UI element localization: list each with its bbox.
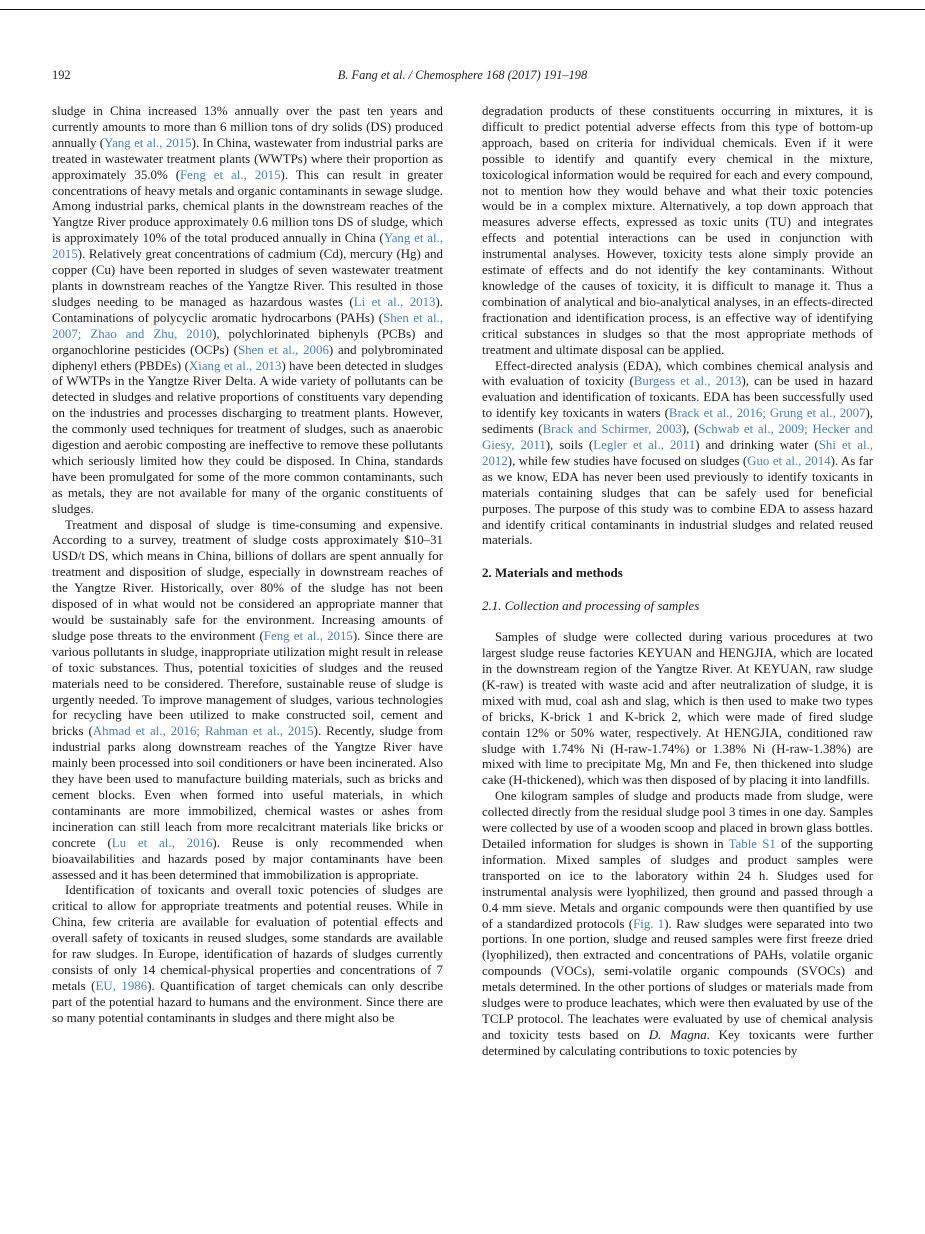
- citation-link[interactable]: Fig. 1: [633, 916, 665, 931]
- body-text: ). This can result in greater concentrations of heavy metals and organic contaminants in sewage sludge. Among industrial parks, chemical plants in the downstream reaches of the Yangtze River produce approximately 0.6 million tons DS of sludge, which is approximately 10% of the total produced annually in China (: [52, 167, 443, 246]
- citation-link[interactable]: Brack and Schirmer, 2003: [542, 422, 682, 437]
- body-text: Samples of sludge were collected during various procedures at two largest sludge reuse factories KEYUAN and HENGJIA, which are located in the downstream region of the Yangtze River. At KEYUAN, raw sludge (K-raw) is treated with waste acid and after neutralization of sludge, it is mixed with mud, coal ash and slag, which is then used to make two types of bricks, K-brick 1 and K-brick 2, which were made of fired sludge contain 12% or 50% water, respectively. At HENGJIA, conditioned raw sludge with 1.74% Ni (H-raw-1.74%) or 1.38% Ni (H-raw-1.38%) are mixed with lime to precipitate Mg, Mn and Fe, then thickened into sludge cake (H-thickened), which was then disposed of by placing it into landfills.: [482, 630, 873, 788]
- body-text: Effect-directed analysis (EDA), which combines chemical analysis and with evaluation of toxicity (: [482, 358, 873, 389]
- citation-link[interactable]: Schwab et al., 2009; Hecker and Giesy, 2011: [482, 422, 873, 453]
- paragraph: [482, 789, 873, 1059]
- body-text: ). Relatively great concentrations of cadmium (Cd), mercury (Hg) and copper (Cu) have been reported in sludges of seven wastewater treatment plants in downstream reaches of the Yangtze River. This resulted in those sludges needing to be managed as hazardous wastes (: [52, 247, 443, 309]
- body-text: ). Contaminations of polycyclic aromatic hydrocarbons (PAHs) (: [52, 294, 443, 325]
- citation-link[interactable]: Table S1: [728, 836, 776, 851]
- body-text: ), soils (: [545, 438, 594, 453]
- citation-link[interactable]: Shen et al., 2007; Zhao and Zhu, 2010: [52, 310, 443, 341]
- citation-link[interactable]: Shen et al., 2006: [237, 342, 329, 357]
- citation-link[interactable]: Brack et al., 2016; Grung et al., 2007: [668, 406, 866, 421]
- paragraph: [52, 883, 443, 1026]
- body-text: . Key toxicants were further determined by calculating contributions to toxic potencies by: [482, 1027, 873, 1058]
- citation-link[interactable]: Feng et al., 2015: [263, 628, 353, 643]
- body-text: ). Reuse is only recommended when bioavailabilities and hazards posed by major contaminants have been assessed and it has been determined that immobilization is appropriate.: [52, 835, 443, 882]
- citation-link[interactable]: Li et al., 2013: [353, 294, 436, 309]
- citation-link[interactable]: Lu et al., 2016: [111, 835, 213, 850]
- paragraph: [52, 104, 443, 518]
- body-text: Identification of toxicants and overall toxic potencies of sludges are critical to allow for appropriate treatments and potential reuses. While in China, few criteria are available for evaluation of potential effects and overall safety of toxicants in reused sludges, some standards are available for raw sludges. In Europe, identification of hazards of sludges currently consists of only 14 chemical-physical properties and concentrations of 7 metals (: [52, 883, 443, 993]
- body-text: ), (: [681, 422, 699, 437]
- paragraph: [482, 359, 873, 550]
- body-text: Treatment and disposal of sludge is time-consuming and expensive. According to a survey, treatment of sludge costs approximately $10–31 USD/t DS, which means in China, billions of dollars are spent annually for treatment and disposition of sludge, especially in downstream reaches of the Yangtze River. Historically, over 80% of the sludge has not been disposed of in what would not be considered an appropriate manner that would be sustainably safe for the environment. Increasing amounts of sludge pose threats to the environment (: [52, 517, 443, 643]
- subsection-heading: [482, 598, 873, 614]
- body-text: of the supporting information. Mixed samples of sludges and product samples were transported on ice to the laboratory within 24 h. Sludges used for instrumental analysis were lyophilized, then ground and passed through a 0.4 mm sieve. Metals and organic compounds were then quantified by use of a standardized protocols (: [482, 836, 873, 931]
- page-header: [52, 68, 873, 84]
- body-text: degradation products of these constituents occurring in mixtures, it is difficult to predict potential adverse effects from this type of bottom-up approach, based on criteria for individual chemicals. Even if it were possible to identify and quantify every chemical in the mixture, toxicological information would be required for each and every compound, not to mention how they would behave and what their toxic potencies would be in a complex mixture. Alternatively, a top down approach that measures adverse effects, expressed as toxic units (TU) and integrates effects and potential interactions can be used in conjunction with instrumental analyses. However, toxicity tests alone simply provide an estimate of effects and do not identify the key contaminants. Without knowledge of the causes of toxicity, it is difficult to manage it. Thus a combination of analytical and bio-analytical analyses, in an effects-directed fractionation and identification process, is an effective way of identifying critical substances in sludges so that the most appropriate methods of treatment and ultimate disposal can be applied.: [482, 104, 873, 357]
- body-text: ) and drinking water (: [695, 438, 819, 453]
- body-text: ) have been detected in sludges of WWTPs in the Yangtze River Delta. A wide variety of pollutants can be detected in sludges and relative proportions of constituents vary depending on the industries and processes discharging to treatment plants. However, the commonly used techniques for treatment of sludges, such as anaerobic digestion and aerobic composting are ineffective to remove these pollutants which seriously limited how they could be disposed. In China, standards have been promulgated for some of the more common contaminants, such as metals, they are not available for many of the organic constituents of sludges.: [52, 358, 443, 516]
- citation-link[interactable]: Yang et al., 2015: [104, 135, 192, 150]
- body-text: ). As far as we know, EDA has never been used previously to identify toxicants in materials containing sludges that can be safely used for beneficial purposes. The purpose of this study was to combine EDA to assess hazard and identify critical contaminants in industrial sludges and related reused materials.: [482, 453, 874, 548]
- left-column: [52, 104, 443, 1060]
- paragraph: [482, 104, 873, 359]
- body-text: ), polychlorinated biphenyls (PCBs) and organochlorine pesticides (OCPs) (: [52, 326, 444, 357]
- paragraph: [482, 630, 873, 789]
- running-head: B. Fang et al. / Chemosphere 168 (2017) 191–198: [337, 68, 588, 82]
- section-heading: [482, 565, 873, 581]
- citation-link[interactable]: Legler et al., 2011: [593, 438, 696, 453]
- two-column-layout: [52, 104, 873, 1060]
- body-text: ). Raw sludges were separated into two portions. In one portion, sludge and reused samples were first freeze dried (lyophilized), then extracted and concentrations of PAHs, volatile organic compounds (VOCs), semi-volatile organic compounds (SVOCs) and metals determined. In the other portions of sludges or materials made from sludges were to produce leachates, which were then evaluated by use of the TCLP protocol. The leachates were evaluated by use of chemical analysis and toxicity tests based on: [482, 916, 873, 1042]
- citation-link[interactable]: Feng et al., 2015: [180, 167, 281, 182]
- citation-link[interactable]: Guo et al., 2014: [747, 453, 831, 468]
- body-text: sludge in China increased 13% annually over the past ten years and currently amounts to more than 6 million tons of dry solids (DS) produced annually (: [52, 104, 443, 150]
- body-text: ), while few studies have focused on sludges (: [507, 453, 748, 468]
- page-number: 192: [52, 68, 71, 82]
- citation-link[interactable]: Shi et al., 2012: [482, 438, 873, 468]
- citation-link[interactable]: Ahmad et al., 2016; Rahman et al., 2015: [92, 724, 314, 739]
- citation-link[interactable]: Yang et al., 2015: [52, 231, 443, 262]
- body-text: ). In China, wastewater from industrial parks are treated in wastewater treatment plants (WWTPs) where their proportion as approximately 35.0% (: [52, 135, 443, 182]
- body-text: 2.1. Collection and processing of samples: [482, 598, 700, 614]
- paragraph: [52, 518, 443, 884]
- page-top-rule: [0, 9, 925, 10]
- italic-text: D. Magna: [648, 1027, 707, 1042]
- body-text: ), sediments (: [482, 406, 873, 437]
- body-text: ). Recently, sludge from industrial parks along downstream reaches of the Yangtze River have mainly been processed into soil conditioners or have been incinerated. Also they have been used to manufacture building materials, such as bricks and cement blocks. Even when formed into useful materials, in which contaminants are more immobilized, chemical wastes or ashes from incineration can still leach from more recalcitrant materials like bricks or concrete (: [52, 724, 443, 850]
- body-text: ), can be used in hazard evaluation and identification of toxicants. EDA has been successfully used to identify key toxicants in waters (: [482, 374, 873, 421]
- citation-link[interactable]: Xiang et al., 2013: [188, 358, 282, 373]
- body-text: ). Since there are various pollutants in sludge, inappropriate utilization might result in release of toxic substances. Thus, potential toxicities of sludges and the reused materials need to be considered. Therefore, sustainable reuse of sludge is urgently needed. To improve management of sludges, various technologies for recycling have been utilized to make constructed soil, cement and bricks (: [52, 628, 443, 739]
- right-column: [482, 104, 873, 1060]
- citation-link[interactable]: Burgess et al., 2013: [633, 374, 742, 389]
- body-text: One kilogram samples of sludge and products made from sludge, were collected directly from the residual sludge pool 3 times in one day. Samples were collected by use of a wooden scoop and placed in brown glass bottles. Detailed information for sludges is shown in: [482, 789, 873, 851]
- citation-link[interactable]: EU, 1986: [95, 978, 148, 993]
- body-text: ). Quantification of target chemicals can only describe part of the potential hazard to humans and the environment. Since there are so many potential contaminants in sludges and there might also be: [52, 978, 443, 1025]
- body-text: 2. Materials and methods: [482, 565, 623, 581]
- body-text: ) and polybrominated diphenyl ethers (PBDEs) (: [52, 342, 443, 373]
